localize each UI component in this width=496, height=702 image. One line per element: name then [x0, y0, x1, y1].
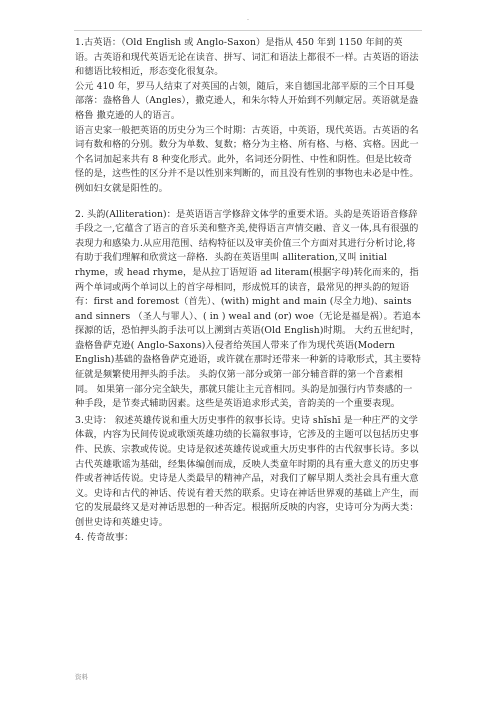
paragraph-anglo-saxon-history: 公元 410 年，罗马人结束了对英国的占领，随后，来自德国北部平原的三个日耳曼部落：盎格鲁人（Angles），撒克逊人，和朱尔特人开始到不列颠定居。英语就是盎格鲁 撒克逊的人的语言。: [75, 80, 419, 121]
paragraph-alliteration: 2. 头韵(Alliteration)：是英语语言学修辞文体学的重要术语。头韵是英语语音修辞手段之一,它蕴含了语言的音乐美和整齐美,使得语言声情交融、音义一体,具有很强的表现力和感染力.从应用范围、结构特征以及审美价值三个方面对其进行分析讨论,将有助于我们理解和欣赏这一辞格．头韵在英语里叫 alliteration,又叫 initial rhyme，或 head rhyme，是从拉丁语短语 ad literam(根据字母)转化而来的，指两个单词或两个单词以上的首字母相同，形成悦耳的读音，最常见的押头韵的短语有：first and foremost（首先）、(with) might and main (尽全力地)、saints and sinners （圣人与罪人）、( in ) weal and (or) woe（无论是福是祸）。若追本探源的话，恐怕押头韵手法可以上溯到古英语(Old English)时期。 大约五世纪时，盎格鲁萨克逊( Anglo-Saxons)入侵者给英国人带来了作为现代英语(Modern English)基础的盎格鲁萨克逊语，或许就在那时还带来一种新的诗歌形式，其主要特征就是频繁使用押头韵手法。 头韵仅第一部分或第一部分辅音群的第一个音素相同。 如果第一部分完全缺失，那就只能让主元音相同。头韵是加强行内节奏感的一种手段，是节奏式辅助因素。这些是英语追求形式美，音韵美的一个重要表现。: [75, 208, 421, 410]
paragraph-noun-inflection: 语言史家一般把英语的历史分为三个时期：古英语，中英语，现代英语。古英语的名词有数和格的分别。数分为单数、复数；格分为主格、所有格、与格、宾格。因此一个名词加起来共有 8 种变化形式。此外，名词还分阴性、中性和阴性。但是比较奇怪的是，这些性的区分并不是以性别来判断的，而且没有性别的事物也未必是中性。例如妇女就是阳性的。: [75, 124, 419, 194]
paragraph-old-english: 1.古英语：（Old English 或 Anglo-Saxon）是指从 450 年到 1150 年间的英语。古英语和现代英语无论在读音、拼写、词汇和语法上都很不一样。古英语的语法和德语比较相近，形态变化很复杂。: [75, 37, 419, 78]
header-mark: .: [246, 14, 250, 22]
paragraph-epic: 3.史诗： 叙述英雄传说和重大历史事件的叙事长诗。史诗 shǐshī 是一种庄严的文学体裁，内容为民间传说或歌颂英雄功绩的长篇叙事诗，它涉及的主题可以包括历史事件、民族、宗教或传说。史诗是叙述英雄传说或重大历史事件的古代叙事长诗。多以古代英雄歌谣为基础，经集体编创而成，反映人类童年时期的具有重大意义的历史事件或者神话传说。史诗是人类最早的精神产品，对我们了解早期人类社会具有重大意义。史诗和古代的神话、传说有着天然的联系。史诗在神话世界观的基础上产生，而它的发展最终又是对神话思想的一种否定。根据所反映的内容，史诗可分为两大类：创世史诗和英雄史诗。: [75, 414, 419, 528]
header-rule: [74, 30, 422, 31]
paragraph-romance-heading: 4. 传奇故事：: [75, 531, 134, 543]
paragraph-gap: [75, 197, 421, 208]
document-body: [75, 36, 421, 545]
footer-label: 资料: [75, 673, 88, 681]
